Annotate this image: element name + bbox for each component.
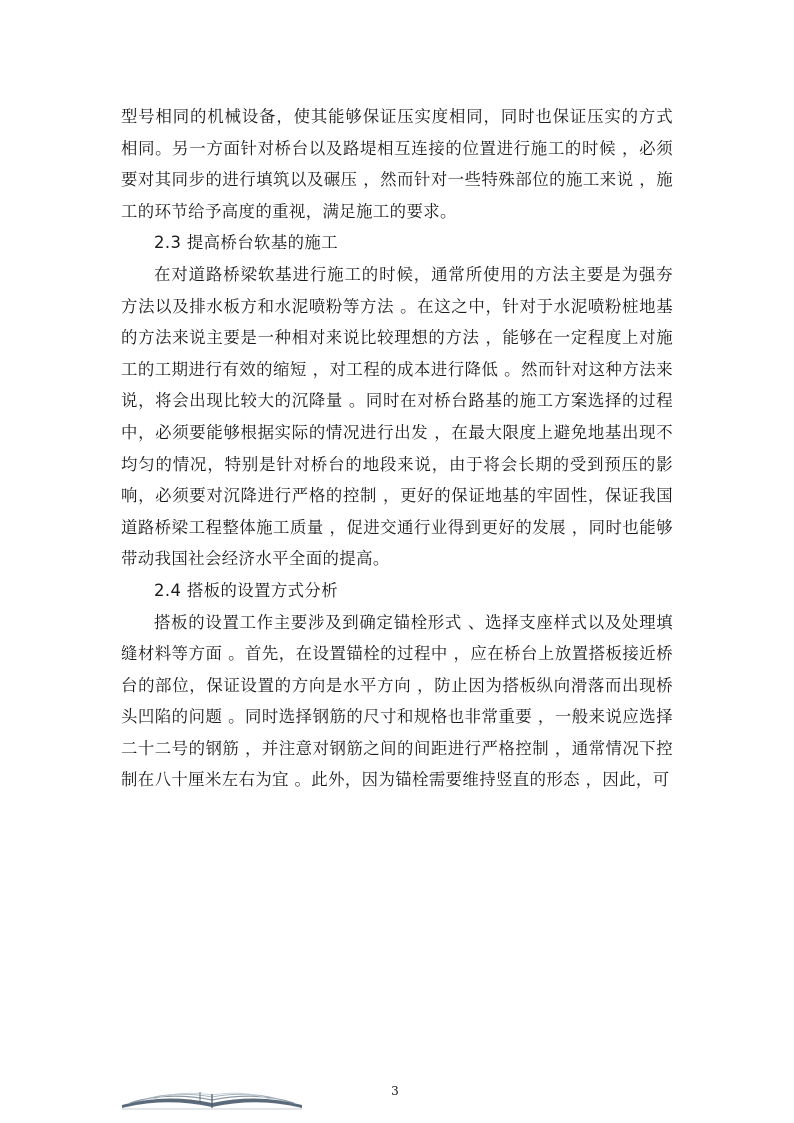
section-heading-2-3: 2.3 提高桥台软基的施工 <box>154 233 338 253</box>
open-book-icon <box>120 1083 304 1111</box>
paragraph-continuation: 型号相同的机械设备，使其能够保证压实度相同，同时也保证压实的方式相同。另一方面针对桥台以及路堤相互连接的位置进行施工的时候 ，必须要对其同步的进行填筑以及碾压 ，然而针对一些特殊部位的施工来说 ，施工的环节给予高度的重视，满足施工的要求。 <box>121 107 673 221</box>
page-number: 3 <box>391 1084 399 1098</box>
section-heading-2-4: 2.4 搭板的设置方式分析 <box>154 580 338 600</box>
document-body <box>121 101 673 796</box>
paragraph-soft-foundation: 在对道路桥梁软基进行施工的时候，通常所使用的方法主要是为强夯方法以及排水板方和水泥喷粉等方法 。在这之中，针对于水泥喷粉桩地基的方法来说主要是一种相对来说比较理想的方法 ，能够在一定程度上对施工的工期进行有效的缩短 ，对工程的成本进行降低 。然而针对这种方法来说，将会出现比较大的沉降量 。同时在对桥台路基的施工方案选择的过程中，必须要能够根据实际的情况进行出发 ，在最大限度上避免地基出现不均匀的情况，特别是针对桥台的地段来说，由于将会长期的受到预压的影响，必须要对沉降进行严格的控制 ，更好的保证地基的牢固性，保证我国道路桥梁工程整体施工质量 ，促进交通行业得到更好的发展 ，同时也能够带动我国社会经济水平全面的提高。 <box>121 264 673 569</box>
paragraph-slab-setup: 搭板的设置工作主要涉及到确定锚栓形式 、选择支座样式以及处理填缝材料等方面 。首先，在设置锚栓的过程中 ，应在桥台上放置搭板接近桥台的部位，保证设置的方向是水平方向 ，防止因为搭板纵向滑落而出现桥头凹陷的问题 。同时选择钢筋的尺寸和规格也非常重要 ，一般来说应选择二十二号的钢筋 ，并注意对钢筋之间的间距进行严格控制 ，通常情况下控制在八十厘米左右为宜 。此外，因为锚栓需要维持竖直的形态 ，因此，可 <box>121 612 673 790</box>
